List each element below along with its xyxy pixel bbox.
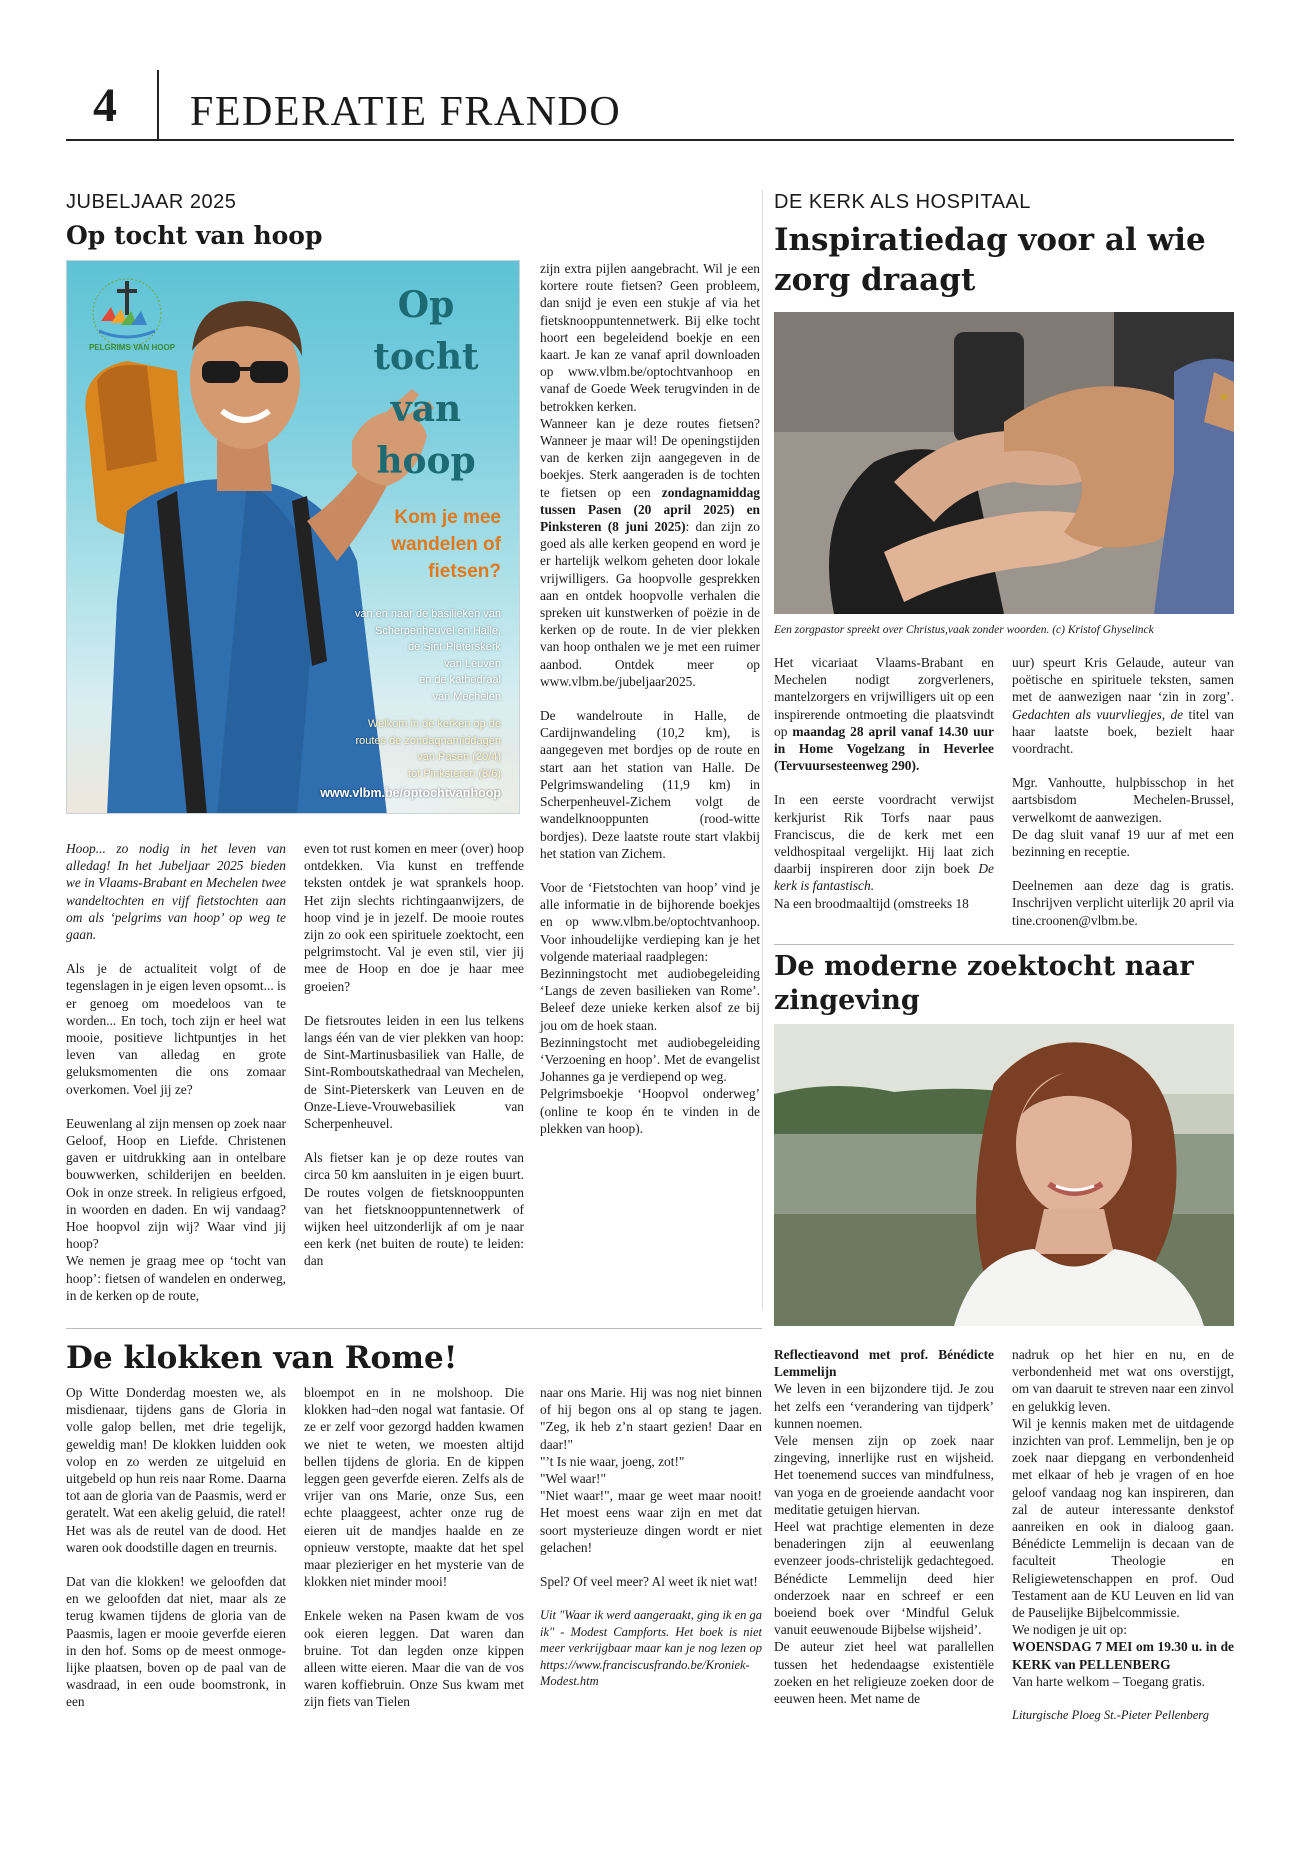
section-rule — [66, 1328, 762, 1329]
poster-subtitle-line: wandelen of — [391, 534, 501, 555]
article1-column-3 — [540, 260, 760, 1137]
article3-paragraph: nadruk op het hier en nu, en de verbondenheid met wat ons overstijgt, om van daaruit te streven naar een zinvol en gelukkig leven. — [1012, 1347, 1234, 1414]
article3-paragraph: We leven in een bijzondere tijd. Je zou het zelfs een ‘verandering van tijdperk’ kunnen noemen. — [774, 1381, 994, 1431]
poster-image — [66, 260, 520, 814]
article3-lead: Reflectieavond met prof. Bénédicte Lemmelijn — [774, 1347, 994, 1380]
header-rule — [66, 139, 1234, 141]
poster-subtitle-line: fietsen? — [428, 561, 501, 582]
article4-paragraph: "Niet waar!", maar ge weet maar nooit! Het moest eens waar zijn en met dat soort mysterieuze dingen wordt er niet gelachen! — [540, 1488, 762, 1555]
article1-intro: Hoop... zo nodig in het leven van alledag! In het Jubeljaar 2025 bieden we in Vlaams-Brabant en Mechelen twee wandeltochten en vijf fietstochten aan om als ‘pelgrims van hoop’ op weg te gaan. — [66, 841, 286, 943]
section-rule — [774, 944, 1234, 945]
article1-paragraph: Als fietser kan je op deze routes van circa 50 km aansluiten in je eigen buurt. De routes volgen de fietsknooppunten van het fietsknooppuntennetwerk of wijken heel uitzonderlijk af om je naar een kerk (net buiten de route) te leiden: dan — [304, 1150, 524, 1269]
article3-column-1 — [774, 1346, 994, 1707]
page-number: 4 — [93, 79, 117, 132]
article4-paragraph: bloempot en in ne molshoop. Die klokken had¬den nogal wat fantasie. Of ze er zelf voor gezorgd hadden kwamen we niet te weten, we moesten altijd bellen tijdens de gloria. En de kippen leggen geen geverfde eieren. Zelfs als de vrijer van ons Marie, onze Sus, een echte plaaggeest, achter onze rug de eieren uit de mandjes haalde en ze opnieuw verstopte, maakte dat het spel maar plezieriger en het mysterie van de klokken niet minder mooi! — [304, 1385, 524, 1590]
article2-paragraph: uur) speurt Kris Gelaude, auteur van poëtische en spirituele teksten, samen met de aanwezigen naar ‘zin in zorg’. Gedachten als vuurvliegjes, de titel van haar laatste boek, bezielt haar voordracht. — [1012, 655, 1234, 757]
article3-paragraph: Van harte welkom – Toegang gratis. — [1012, 1673, 1205, 1689]
article2-paragraph: Na een broodmaaltijd (omstreeks 18 — [774, 895, 969, 911]
article1-paragraph: Eeuwenlang al zijn mensen op zoek naar Geloof, Hoop en Liefde. Christenen gaven er uitdrukking aan in ontelbare bouwwerken, schilderijen en beelden. Ook in onze streek. In religieus erfgoed, in woorden en daden. En wij vandaag? Hoe hoopvol zijn wij? Waar vind jij hoop? — [66, 1115, 286, 1252]
poster-url: www.vlbm.be/optochtvanhoop — [320, 786, 501, 800]
article1-paragraph: Voor de ‘Fietstochten van hoop’ vind je alle informatie in de bijhorende boekjes en op www.vlbm.be/optochtvanhoop. Voor inhoudelijke verdieping kan je het volgende materiaal raadplegen: — [540, 879, 760, 964]
article2-title — [774, 220, 1206, 300]
article1-paragraph: Als je de actualiteit volgt of de tegenslagen in je eigen leven opsomt... is er genoeg om moedeloos van te worden... En toch, toch zijn er heel wat mooie, positieve lichtpuntjes in het leven van alledag en grote geluksmomenten die ons zomaar overkomen. Voel jij ze? — [66, 961, 286, 1097]
poster-info-line: Scherpenheuvel en Halle, — [375, 624, 501, 637]
article2-column-2 — [1012, 654, 1234, 929]
article4-paragraph: Dat van die klokken! we geloofden dat en we geloofden dat niet, maar als ze terug kwamen tijdens de gloria van de Paasmis, lagen er mooie geverfde eieren in den hof. Soms op de meest onmoge-lijke plaatsen, boven op de paal van de wasdraad, in een oude boomstronk, in een — [66, 1574, 286, 1710]
column-divider — [762, 190, 763, 1310]
poster-info-line: tot Pinksteren (8/6) — [408, 767, 501, 780]
article4-paragraph: Spel? Of veel meer? Al weet ik niet wat! — [540, 1574, 758, 1590]
article2-paragraph: Mgr. Vanhoutte, hulpbisschop in het aartsbisdom Mechelen-Brussel, verwelkomt de aanwezigen. — [1012, 775, 1234, 825]
poster-title-line: tocht — [373, 336, 479, 378]
article3-signature: Liturgische Ploeg St.-Pieter Pellenberg — [1012, 1708, 1209, 1723]
portrait-photo — [774, 1024, 1234, 1326]
article3-paragraph: Vele mensen zijn op zoek naar zingeving, innerlijke rust en wijsheid. Het toenemend succes van mindfulness, van yoga en de groeiende aandacht voor meditatie getuigen hiervan. — [774, 1433, 994, 1517]
poster-info-line: van Leuven — [444, 657, 501, 670]
article2-paragraph: De dag sluit vanaf 19 uur af met een bezinning en receptie. — [1012, 826, 1234, 860]
article3-title-line: zingeving — [774, 985, 920, 1016]
logo-label: PELGRIMS VAN HOOP — [89, 343, 176, 352]
article1-paragraph: even tot rust komen en meer (over) hoop ontdekken. Via kunst en treffende teksten ontdek je wat sprankels hoop. Het zijn slechts richtingaanwijzers, de hoop vind je in jezelf. De mooie routes zijn zo ook een spirituele zoektocht, een pelgrimstocht. Val je even stil, vier jij mee de Hoop en doe je haar mee groeien? — [304, 841, 524, 994]
article4-paragraph: Op Witte Donderdag moesten we, als misdienaar, tijdens gans de Gloria in volle galop bellen, met drie tegelijk, geweldig man! De klokken luidden ook volop en zo werden ze uitgeluid en uitgebeld op hun reis naar Rome. Daarna tot aan de gloria van de Paasmis, werd er geratelt. Wat een akelig geluid, die ratel! Het was als de reutel van de dood. Het waren ook doodstille dagen en treurnis. — [66, 1385, 286, 1555]
article1-paragraph: Bezinningstocht met audiobegeleiding ‘Verzoening en hoop’. Met de evangelist Johannes ga je verdiepend op weg. — [540, 1034, 760, 1085]
article2-paragraph: Het vicariaat Vlaams-Brabant en Mechelen nodigt zorgverleners, mantelzorgers en vrijwilligers uit op een inspirerende ontmoeting die plaatsvindt op maandag 28 april vanaf 14.30 uur in Home Vogelzang in Heverlee (Tervuursesteenweg 290). — [774, 655, 994, 774]
article4-title: De klokken van Rome! — [66, 1340, 458, 1376]
article1-column-1 — [66, 840, 286, 1304]
woman-portrait-illustration — [774, 1024, 1234, 1326]
article1-column-2 — [304, 840, 524, 1270]
article1-paragraph: Wanneer kan je deze routes fietsen? Wanneer je maar wil! De openingstijden van de kerken zijn aangegeven in de boekjes. Sterk aangeraden is de tochten te fietsen op een zondagnamiddag tussen Pasen (20 april 2025) en Pinksteren (8 juni 2025): dan zijn zo goed als alle kerken geopend en word je er hartelijk welkom geheten door lokale vrijwilligers. Ga hoopvolle gesprekken aan en ontdek hoopvolle verhalen die spreken uit kunstwerken of poëzie in de kerken op de route. In de vier plekken van hoop onthalen we je met een ruimer aanbod. Ontdek meer op www.vlbm.be/jubeljaar2025. — [540, 415, 760, 689]
article1-paragraph: De fietsroutes leiden in een lus telkens langs één van de vier plekken van hoop: de Sint-Martinusbasiliek van Halle, de Sint-Romboutskathedraal van Mechelen, de Sint-Pieterskerk van Leuven en de Onze-Lieve-Vrouwebasiliek van Scherpenheuvel. — [304, 1012, 524, 1132]
article3-paragraph: We nodigen je uit op: — [1012, 1622, 1127, 1638]
poster-info — [311, 606, 501, 705]
poster-title-line: Op — [397, 284, 455, 326]
poster-info-line: de Sint-Pieterskerk — [408, 641, 501, 653]
article4-column-2 — [304, 1384, 524, 1711]
article2-column-1 — [774, 654, 994, 912]
article4-source: Uit "Waar ik werd aangeraakt, ging ik en ga ik" - Modest Campforts. Het boek is niet meer verkrijgbaar maar kan je nog lezen op https://www.franciscusfrando.be/Kroniek-Modest.htm — [540, 1608, 763, 1689]
article3-event-date: WOENSDAG 7 MEI om 19.30 u. in de KERK van PELLENBERG — [1012, 1639, 1234, 1672]
article3-title — [774, 950, 1194, 1018]
article4-column-1 — [66, 1384, 286, 1711]
article3-paragraph: De auteur ziet heel wat parallellen tussen het hedendaagse existentiële zoeken en het religieuze zoeken door de eeuwen heen. Met name de — [774, 1639, 994, 1707]
poster-subtitle-line: Kom je mee — [394, 507, 501, 528]
poster-title-line: hoop — [376, 440, 476, 482]
article1-paragraph: Pelgrimsboekje ‘Hoopvol onderweg’ (online te koop én te vinden in de plekken van hoop). — [540, 1086, 760, 1136]
page-title: FEDERATIE FRANDO — [190, 89, 622, 135]
article3-title-line: De moderne zoektocht naar — [774, 951, 1194, 982]
hands-illustration — [774, 312, 1234, 614]
article2-kicker: DE KERK ALS HOSPITAAL — [774, 191, 1031, 213]
article4-column-3 — [540, 1384, 762, 1690]
article2-title-line: Inspiratiedag voor al wie — [774, 222, 1206, 258]
poster-info-line: en de kathedraal — [419, 674, 501, 686]
article4-paragraph: naar ons Marie. Hij was nog niet binnen of hij begon ons al op stang te jagen. "Zeg, ik heb z’n staart gezien! Daar en daar!" — [540, 1385, 762, 1452]
poster-info-line: Welkom in de kerken op de — [367, 718, 501, 730]
poster-info-welcome — [311, 716, 501, 782]
poster-info-line: routes de zondagnamiddagen — [355, 734, 501, 747]
poster-info-line: van Mechelen — [432, 690, 501, 703]
hands-photo-caption: Een zorgpastor spreekt over Christus,vaak zonder woorden. (c) Kristof Ghyselinck — [774, 624, 1154, 636]
article1-kicker: JUBELJAAR 2025 — [66, 191, 237, 213]
hands-photo — [774, 312, 1234, 614]
article4-paragraph: "Wel waar!" — [540, 1471, 606, 1487]
article1-paragraph: De wandelroute in Halle, de Cardijnwandeling (10,2 km), is aangegeven met bordjes op de route en start aan het station van Halle. De Pelgrimswandeling (11,9 km) in Scherpenheuvel-Zichem volgt de wandelknooppunten (rood-witte bordjes). Deze laatste route start vlakbij het station van Zichem. — [540, 708, 760, 861]
article2-paragraph: Deelnemen aan deze dag is gratis. Inschrijven verplicht uiterlijk 20 april via tine.croonen@vlbm.be. — [1012, 878, 1234, 928]
poster-subtitle — [331, 504, 501, 585]
pelgrims-van-hoop-logo — [87, 273, 167, 353]
article1-paragraph: We nemen je graag mee op ‘tocht van hoop’: fietsen of wandelen en onderweg, in de kerken op de route, — [66, 1253, 286, 1303]
poster-info-line: van en naar de basilieken van — [354, 608, 501, 620]
article1-paragraph: Bezinningstocht met audiobegeleiding ‘Langs de zeven basilieken van Rome’. Beleef deze unieke kerken alsof ze bij jou om de hoek staan. — [540, 965, 760, 1033]
poster-title-line: van — [390, 388, 462, 430]
article3-column-2 — [1012, 1346, 1234, 1724]
article4-paragraph: "’t Is nie waar, joeng, zot!" — [540, 1453, 685, 1469]
article2-paragraph: In een eerste voordracht verwijst kerkjurist Rik Torfs naar paus Franciscus, die de kerk met een veldhospitaal vergelijkt. Hij laat zich daarbij inspireren door zijn boek De kerk is fantastisch. — [774, 792, 994, 894]
poster-info-line: van Pasen (20/4) — [417, 751, 501, 763]
article1-paragraph: zijn extra pijlen aangebracht. Wil je een kortere route fietsen? Geen probleem, dan snijd je even een stukje af via het fietsknooppuntennetwerk. Bij elke tocht hoort een begeleidend boekje en een kaart. Je kan ze vanaf april downloaden op www.vlbm.be/optochtvanhoop en vanaf de Goede Week terugvinden in de betrokken kerken. — [540, 261, 760, 414]
article2-title-line: zorg draagt — [774, 262, 976, 298]
poster-title — [351, 279, 501, 487]
article1-title: Op tocht van hoop — [66, 221, 323, 250]
article4-paragraph: Enkele weken na Pasen kwam de vos ook eieren leggen. Dat waren dan bruine. Tot dan legden onze kippen alleen witte eieren. Maar die van de vos waren koffiebruin. Onze Sus kwam met zijn fiets van Tielen — [304, 1608, 524, 1710]
article3-paragraph: Heel wat prachtige elementen in deze benaderingen zijn al eeuwenlang evenzeer joods-christelijk gedachtegoed. Bénédicte Lemmelijn deed hier onderzoek naar en schreef er een boeiend boek over ‘Mindful Geluk vanuit eeuwenoude Bijbelse wijsheid’. — [774, 1519, 994, 1638]
article3-paragraph: Wil je kennis maken met de uitdagende inzichten van prof. Lemmelijn, ben je op zoek naar diepgang en verbondenheid met elkaar of heb je vragen of en hoe geloof vandaag nog kan inspireren, dan zal de auteur interessante denkstof aanreiken en ook in dialoog gaan. Bénédicte Lemmelijn is decaan van de faculteit Theologie en Religiewetenschappen en prof. Oud Testament aan de KU Leuven en lid van de Pauselijke Bijbelcommissie. — [1012, 1415, 1234, 1621]
header-divider — [157, 70, 159, 140]
